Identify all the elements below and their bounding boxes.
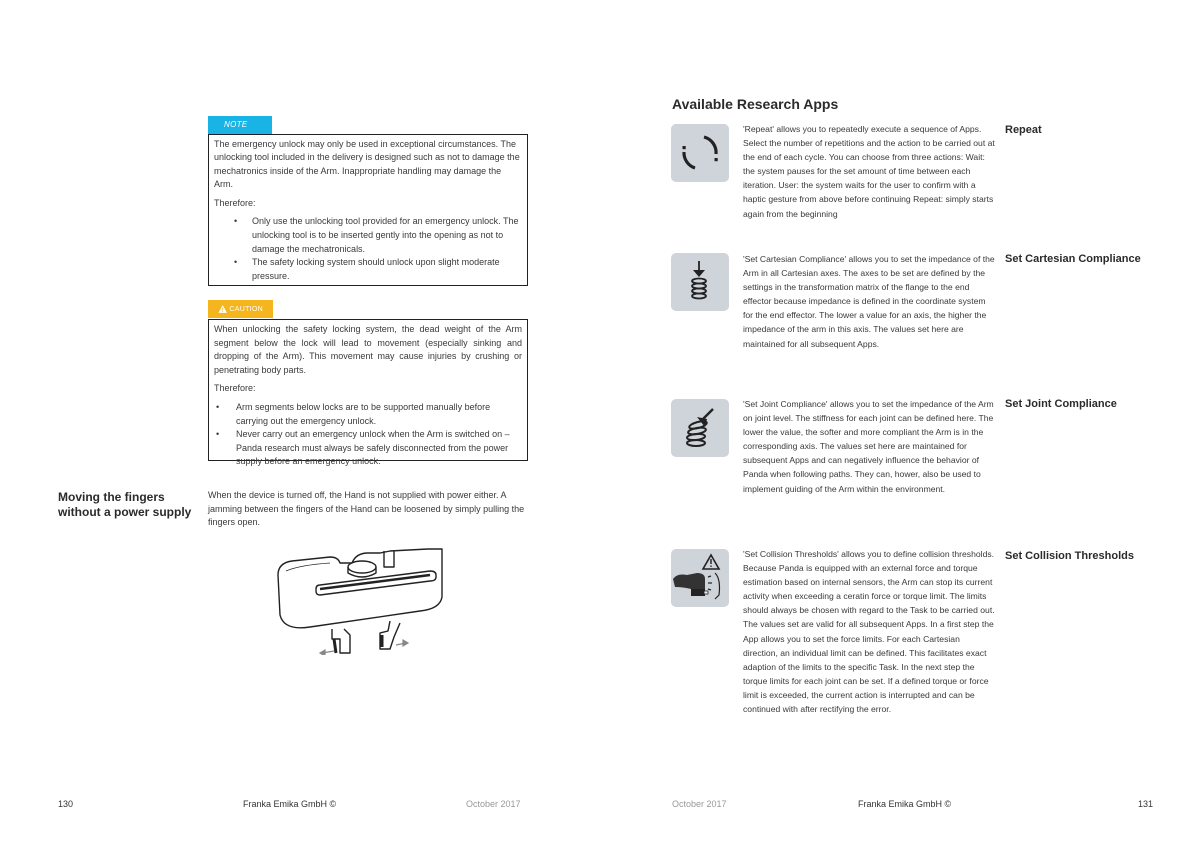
page-title: Available Research Apps	[672, 96, 839, 112]
note-bullet-item: • The safety locking system should unlock upon slight moderate pressure.	[234, 257, 500, 281]
cartesian-compliance-spring-icon	[671, 253, 729, 311]
footer-page-number: 130	[58, 799, 74, 809]
footer-company: Franka Emika GmbH ©	[243, 799, 337, 809]
footer-date: October 2017	[672, 799, 727, 809]
cartesian-compliance-description: 'Set Cartesian Compliance' allows you to set the impedance of the Arm in all Cartesian axes. The axes to be set are defined by the settings in the transformation matrix of the flange to the end effector because impedance is defined in the coordinate system for the end effector. The lower a value for an axis, the higher the impedance of the arm in this axis. The values set here are maintained for all subsequent Apps.	[743, 254, 995, 349]
app-name-set-collision-thresholds: Set Collision Thresholds	[1005, 550, 1134, 562]
app-name-set-joint-compliance: Set Joint Compliance	[1005, 398, 1117, 410]
right-page	[600, 0, 1200, 849]
repeat-description: 'Repeat' allows you to repeatedly execute a sequence of Apps. Select the number of repetitions and the action to be carried out at the end of each cycle. You can choose from three actions: Wait: the system pauses for the set amount of time between each iteration. User: the system waits for the user to confirm with a haptic gesture from above before continuing Repeat: simply starts again from the beginning	[743, 124, 995, 219]
warning-triangle-icon	[218, 304, 227, 314]
caution-therefore: Therefore:	[214, 383, 256, 394]
footer-date: October 2017	[466, 799, 521, 809]
note-bullet-item: • Only use the unlocking tool provided for an emergency unlock. The unlocking tool is to be inserted gently into the opening as not to damage the mechatronicals.	[234, 216, 519, 254]
caution-tag: CAUTION	[208, 300, 273, 318]
collision-thresholds-icon	[671, 549, 729, 607]
note-therefore: Therefore:	[214, 197, 256, 208]
caution-box	[208, 319, 528, 467]
caution-notice	[208, 300, 528, 467]
note-tag: NOTE	[208, 116, 272, 134]
caution-bullet-item: • Never carry out an emergency unlock when the Arm is switched on – Panda research must always be safely disconnected from the power supply before an emergency unlock.	[216, 429, 510, 467]
caution-paragraph: When unlocking the safety locking system, the dead weight of the Arm segment below the lock will lead to movement (especially sinking and dropping of the Arm). This movement may cause injuries by crushing or penetrating body parts.	[214, 324, 522, 375]
note-paragraph: The emergency unlock may only be used in exceptional circumstances. The unlocking tool included in the delivery is designed such as not to damage the mechatronics inside of the Arm. Inappropriate handling may damage the Arm.	[214, 138, 520, 190]
section-heading: Moving the fingers without a power supply	[58, 490, 192, 519]
footer-page-number: 131	[1138, 799, 1154, 809]
caution-bullet-list	[214, 401, 522, 469]
section-body-text: When the device is turned off, the Hand is not supplied with power either. A jamming between the fingers of the Hand can be loosened by simply pulling the fingers open.	[208, 490, 525, 528]
note-bullet-list	[214, 215, 522, 283]
footer-company: Franka Emika GmbH ©	[858, 799, 952, 809]
joint-compliance-spring-icon	[671, 399, 729, 457]
caution-bullet-item: • Arm segments below locks are to be supported manually before carrying out the emergency unlock.	[216, 401, 491, 426]
collision-thresholds-description: 'Set Collision Thresholds' allows you to define collision thresholds. Because Panda is equipped with an external force and torque estimation based on internal sensors, the Arm can stop its current activity when exceeding a ceratin force or torque limit. The limits should always be chosen with regard to the Task to be carried out. The values set are valid for all subsequent Apps. In a first step the App allows you to set the force limits. For each Cartesian direction, an individual limit can be defined. This facilitates exact adaption of the limits to the specific Task. In the next step the torque limits for each joint can be set. If a defined torque or force limit is exceeded, the current action is interrupted and can be continued with after rectifying the error.	[743, 549, 995, 715]
note-box	[208, 134, 528, 286]
repeat-icon	[671, 124, 729, 182]
robot-hand-fingers-illustration	[270, 545, 450, 655]
app-name-set-cartesian-compliance: Set Cartesian Compliance	[1005, 253, 1141, 265]
app-name-repeat: Repeat	[1005, 124, 1042, 136]
joint-compliance-description: 'Set Joint Compliance' allows you to set the impedance of the Arm on joint level. The stiffness for each joint can be defined here. The lower the value, the softer and more compliant the Arm is in the corresponding axis. The values set here are maintained for subsequent Apps and can negatively influence the behavior of Panda when following paths. They can, hower, also be used to implement guiding of the Arm within the environment.	[743, 399, 994, 494]
note-notice	[208, 114, 528, 286]
